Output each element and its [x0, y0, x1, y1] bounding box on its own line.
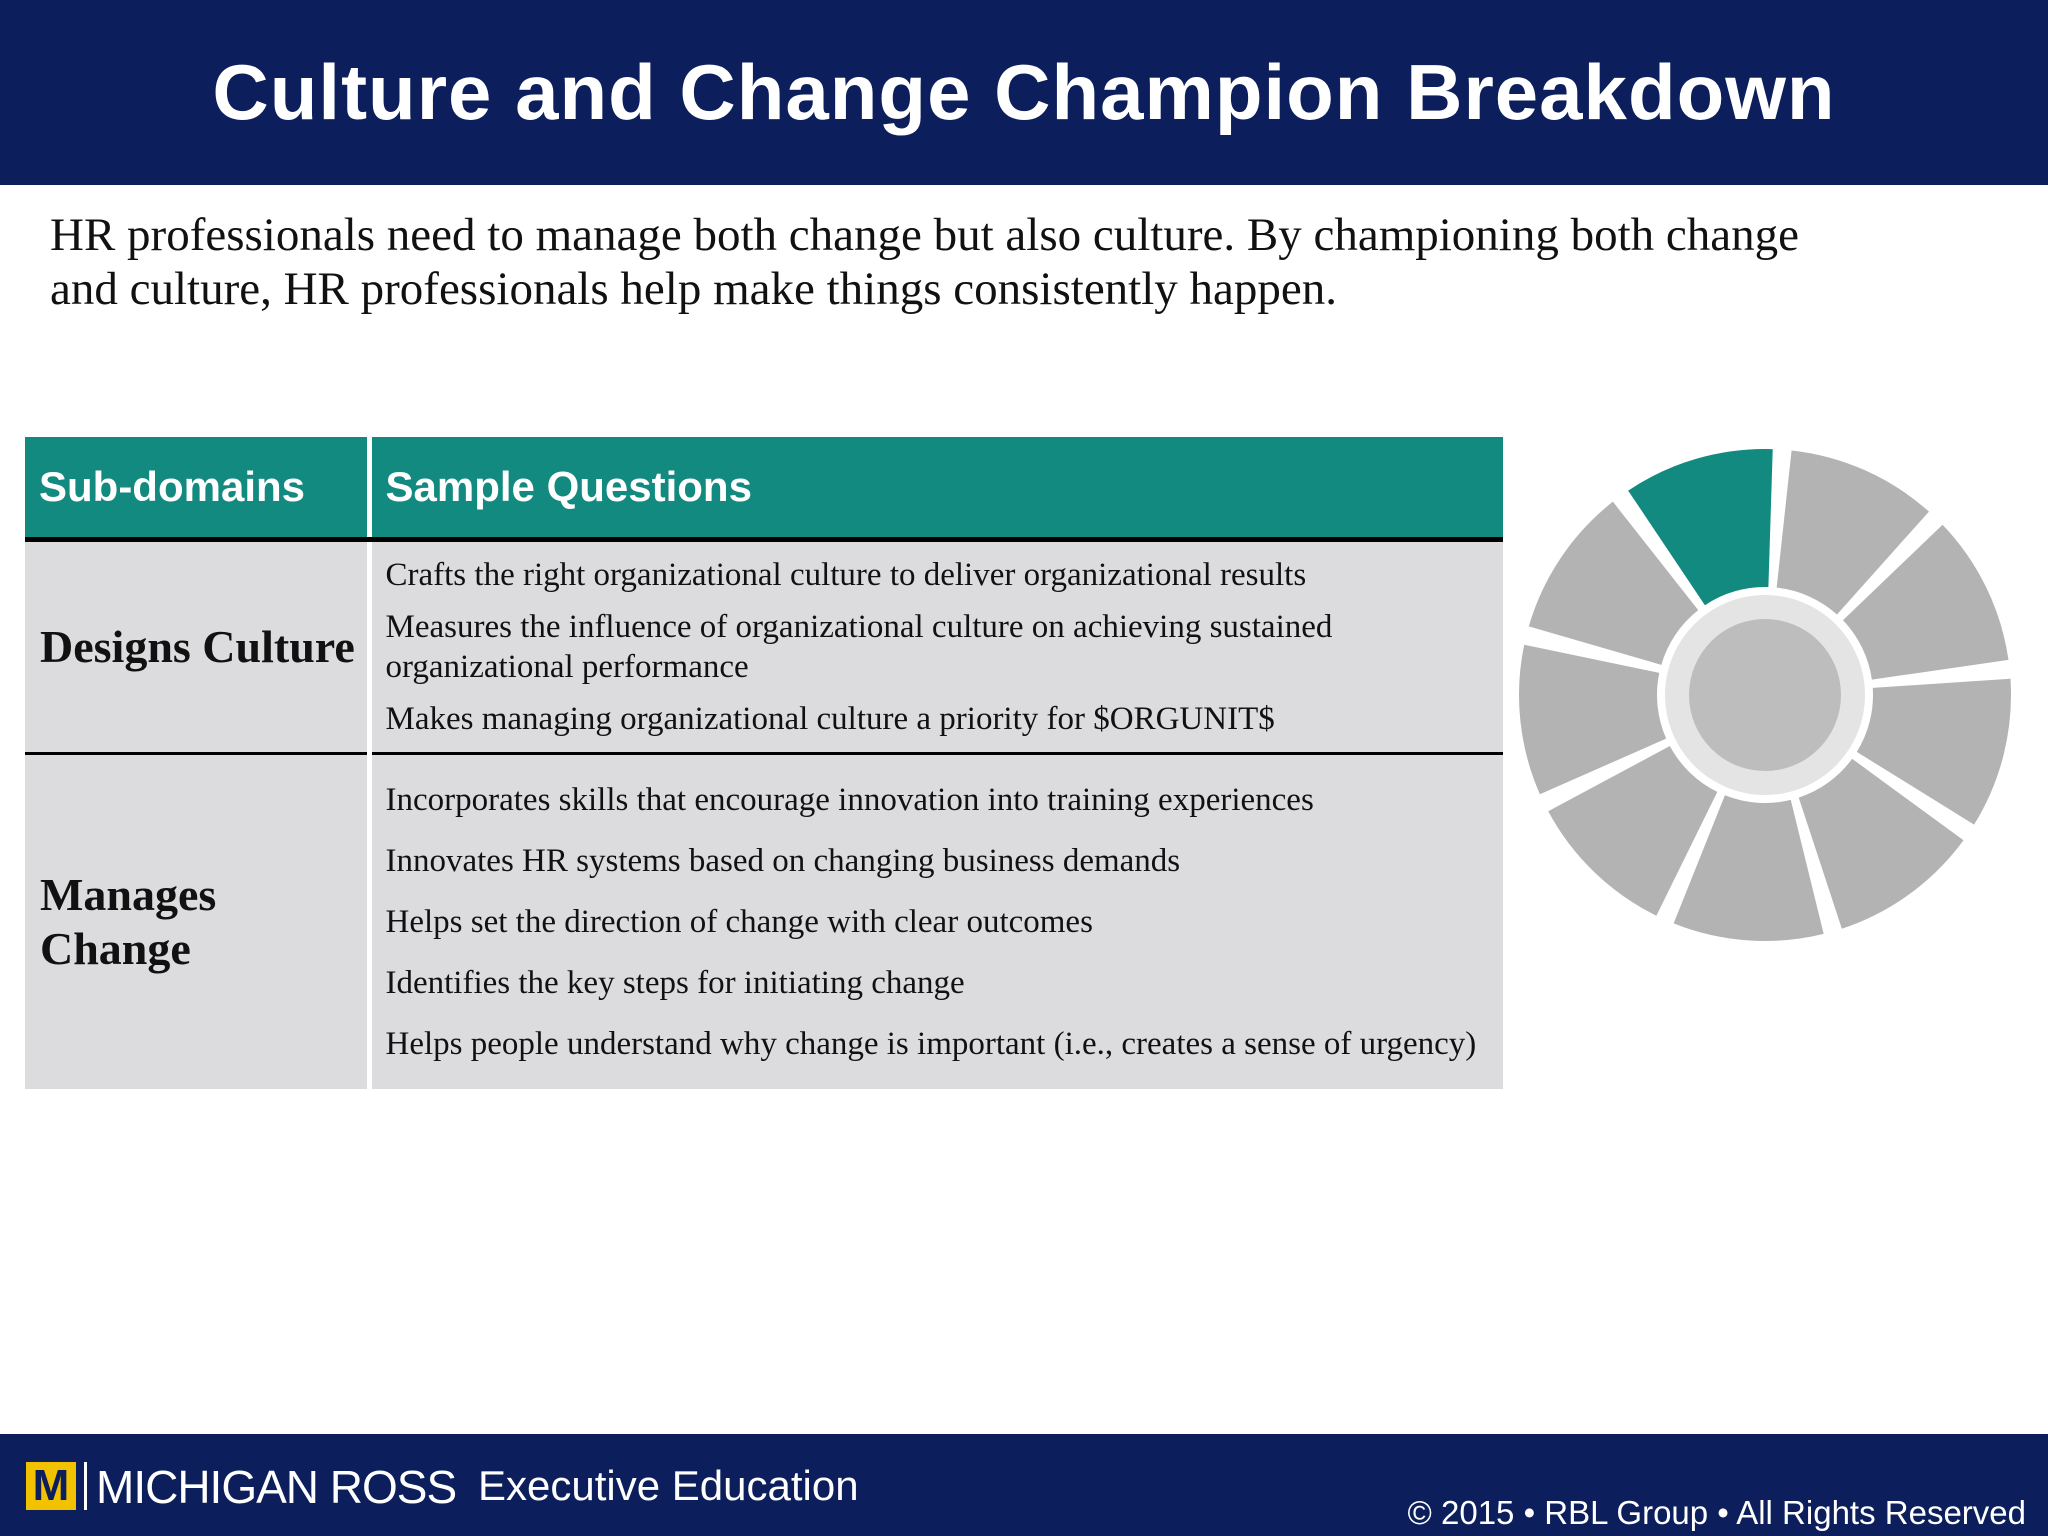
subdomain-manages-change: Manages Change	[25, 754, 369, 1090]
question-item: Crafts the right organizational culture to deliver organizational results	[385, 557, 1307, 593]
question-item: Innovates HR systems based on changing business demands	[385, 843, 1181, 879]
logo-divider	[84, 1462, 87, 1510]
question-item: Incorporates skills that encourage innovation into training experiences	[385, 782, 1314, 818]
footer-bar	[0, 1434, 2048, 1536]
program-label: Executive Education	[478, 1462, 859, 1509]
question-item: Identifies the key steps for initiating change	[385, 965, 965, 1001]
subdomain-designs-culture: Designs Culture	[25, 540, 369, 754]
competency-wheel-graphic	[1515, 445, 2015, 945]
column-header-subdomains: Sub-domains	[25, 437, 369, 540]
question-item: Helps set the direction of change with clear outcomes	[385, 904, 1093, 940]
question-item: Makes managing organizational culture a priority for $ORGUNIT$	[385, 701, 1275, 737]
michigan-m-logo-icon: M	[26, 1462, 76, 1510]
table-header-row	[25, 437, 1503, 540]
title-bar	[0, 0, 2048, 185]
page-title: Culture and Change Champion Breakdown	[212, 48, 1836, 136]
table-row	[25, 540, 1503, 754]
questions-cell	[369, 754, 1503, 1090]
intro-text: HR professionals need to manage both change but also culture. By championing both change and culture, HR professionals help make things consistently happen.	[50, 209, 1800, 315]
questions-cell	[369, 540, 1503, 754]
wheel-center-hub	[1689, 619, 1841, 771]
table-row	[25, 754, 1503, 1090]
question-item: Measures the influence of organizational culture on achieving sustained organizational performance	[385, 609, 1333, 685]
column-header-sample-questions: Sample Questions	[369, 437, 1503, 540]
michigan-ross-logo-text: MICHIGAN ROSS	[96, 1461, 457, 1513]
question-item: Helps people understand why change is important (i.e., creates a sense of urgency)	[385, 1026, 1477, 1062]
copyright-text: © 2015 • RBL Group • All Rights Reserved	[1407, 1494, 2026, 1531]
subdomain-table	[25, 437, 1503, 1089]
